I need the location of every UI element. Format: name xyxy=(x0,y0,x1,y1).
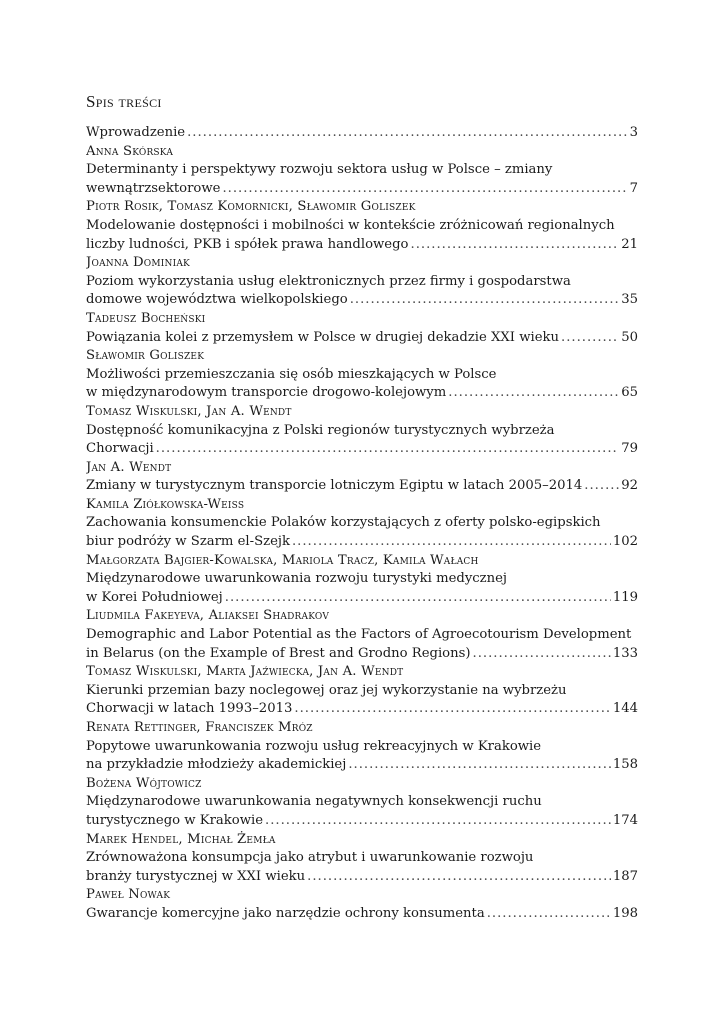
dot-leader xyxy=(584,477,619,496)
toc-entry-title-line: Dostępność komunikacyjna z Polski regionów turystycznych wybrzeża xyxy=(86,422,555,438)
toc-entry-authors: Jan A. Wendt xyxy=(86,459,172,475)
toc-entry[interactable] xyxy=(86,143,638,199)
toc-entry[interactable] xyxy=(86,886,638,923)
toc-entry-authors: Joanna Dominiak xyxy=(86,255,190,271)
dot-leader xyxy=(473,645,611,664)
toc-entry-page-number: 65 xyxy=(621,385,638,401)
dot-leader xyxy=(225,589,611,608)
toc-entry-page-number: 79 xyxy=(621,441,638,457)
toc-entry[interactable] xyxy=(86,552,638,608)
toc-entry-page-number: 158 xyxy=(612,757,638,773)
toc-entry-title-last-line xyxy=(86,645,638,664)
toc-entry-page-number: 50 xyxy=(621,329,638,345)
toc-heading: Spis treści xyxy=(86,92,162,111)
toc-entry-title-last-line xyxy=(86,440,638,459)
toc-entry[interactable] xyxy=(86,663,638,719)
toc-entry-page-number: 102 xyxy=(612,534,638,550)
toc-entry-authors: Renata Rettinger, Franciszek Mróz xyxy=(86,720,313,735)
toc-entry[interactable] xyxy=(86,254,638,310)
toc-entry-title-text: w międzynarodowym transporcie drogowo-kolejowym xyxy=(86,385,447,401)
toc-entry-page-number: 21 xyxy=(621,236,638,252)
dot-leader xyxy=(348,756,611,775)
toc-entry-title-last-line xyxy=(86,812,638,831)
toc-entry-authors: Anna Skórska xyxy=(86,143,174,159)
toc-entry-authors: Kamila Ziółkowska-Weiss xyxy=(86,496,245,512)
dot-leader xyxy=(307,868,611,887)
toc-entry-title-text: in Belarus (on the Example of Brest and Grodno Regions) xyxy=(86,645,471,661)
toc-entry-title-line: Międzynarodowe uwarunkowania negatywnych konsekwencji ruchu xyxy=(86,794,542,810)
toc-entry-title-line: Determinanty i perspektywy rozwoju sektora usług w Polsce – zmiany xyxy=(86,162,553,178)
toc-entry-title-text: turystycznego w Krakowie xyxy=(86,812,264,828)
toc-entry-title-line: Możliwości przemieszczania się osób mieszkających w Polsce xyxy=(86,366,497,382)
toc-entry-title-line: Zrównoważona konsumpcja jako atrybut i uwarunkowanie rozwoju xyxy=(86,850,534,866)
toc-entry-page-number: 174 xyxy=(612,812,638,828)
toc-entry[interactable] xyxy=(86,459,638,496)
table-of-contents xyxy=(86,124,638,924)
toc-entry-authors: Tomasz Wiskulski, Marta Jaźwiecka, Jan A. Wendt xyxy=(86,664,404,680)
toc-entry-title-line: Zachowania konsumenckie Polaków korzystających z oferty polsko-egipskich xyxy=(86,515,601,531)
toc-entry[interactable] xyxy=(86,124,638,143)
toc-entry-page-number: 144 xyxy=(612,701,638,717)
toc-entry-page-number: 35 xyxy=(621,292,638,308)
toc-entry-title-text: biur podróży w Szarm el-Szejk xyxy=(86,534,290,550)
toc-entry-title-last-line xyxy=(86,477,638,496)
dot-leader xyxy=(292,533,611,552)
toc-entry-title-last-line xyxy=(86,700,638,719)
toc-entry-authors: Piotr Rosik, Tomasz Komornicki, Sławomir Goliszek xyxy=(86,199,416,215)
toc-entry-authors: Tadeusz Bocheński xyxy=(86,310,206,326)
toc-entry-title-last-line xyxy=(86,291,638,310)
dot-leader xyxy=(448,384,619,403)
toc-entry-authors: Bożena Wójtowicz xyxy=(86,775,202,791)
toc-entry-title-last-line xyxy=(86,180,638,199)
toc-entry[interactable] xyxy=(86,719,638,775)
toc-entry-authors: Sławomir Goliszek xyxy=(86,348,205,364)
toc-entry[interactable] xyxy=(86,496,638,552)
toc-entry-title-text: Gwarancje komercyjne jako narzędzie ochrony konsumenta xyxy=(86,905,485,921)
dot-leader xyxy=(156,440,620,459)
toc-entry-authors: Paweł Nowak xyxy=(86,887,171,903)
toc-entry-authors: Marek Hendel, Michał Żemła xyxy=(86,831,276,847)
toc-entry-title-text: Wprowadzenie xyxy=(86,125,186,140)
toc-entry[interactable] xyxy=(86,831,638,887)
toc-entry-title-line: Demographic and Labor Potential as the Factors of Agroecotourism Development xyxy=(86,627,632,643)
toc-entry-title-text: liczby ludności, PKB i spółek prawa handlowego xyxy=(86,236,409,252)
toc-entry[interactable] xyxy=(86,403,638,459)
toc-entry-title-text: Chorwacji xyxy=(86,441,154,457)
toc-entry-title-text: domowe województwa wielkopolskiego xyxy=(86,292,348,308)
toc-entry-title-last-line xyxy=(86,905,638,924)
toc-entry-title-line: Kierunki przemian bazy noclegowej oraz jej wykorzystanie na wybrzeżu xyxy=(86,682,567,698)
toc-entry-page-number: 7 xyxy=(629,180,638,196)
dot-leader xyxy=(561,329,619,348)
toc-entry-title-last-line xyxy=(86,124,638,143)
dot-leader xyxy=(222,180,627,199)
toc-entry-title-last-line xyxy=(86,868,638,887)
toc-entry[interactable] xyxy=(86,607,638,663)
toc-entry-title-text: wewnątrzsektorowe xyxy=(86,180,221,196)
toc-entry-title-text: w Korei Południowej xyxy=(86,589,223,605)
toc-entry-page-number: 3 xyxy=(629,125,638,140)
toc-entry[interactable] xyxy=(86,775,638,831)
toc-entry-title-last-line xyxy=(86,533,638,552)
toc-entry-title-line: Międzynarodowe uwarunkowania rozwoju turystyki medycznej xyxy=(86,571,507,587)
toc-entry-title-line: Modelowanie dostępności i mobilności w kontekście zróżnicowań regionalnych xyxy=(86,217,615,233)
toc-entry-authors: Tomasz Wiskulski, Jan A. Wendt xyxy=(86,403,292,419)
toc-entry[interactable] xyxy=(86,198,638,254)
toc-entry-title-last-line xyxy=(86,384,638,403)
dot-leader xyxy=(294,700,610,719)
toc-entry-title-text: branży turystycznej w XXI wieku xyxy=(86,868,306,884)
toc-entry-authors: Małgorzata Bajgier-Kowalska, Mariola Tracz, Kamila Wałach xyxy=(86,552,479,568)
dot-leader xyxy=(350,291,620,310)
toc-entry-title-last-line xyxy=(86,756,638,775)
toc-entry-page-number: 133 xyxy=(612,645,638,661)
dot-leader xyxy=(411,236,620,255)
toc-entry-page-number: 119 xyxy=(612,589,638,605)
toc-entry-title-last-line xyxy=(86,329,638,348)
toc-entry-page-number: 92 xyxy=(621,478,638,494)
toc-entry[interactable] xyxy=(86,310,638,347)
toc-entry-title-line: Popytowe uwarunkowania rozwoju usług rekreacyjnych w Krakowie xyxy=(86,738,542,754)
toc-entry-title-text: Chorwacji w latach 1993–2013 xyxy=(86,701,293,717)
toc-entry-title-last-line xyxy=(86,589,638,608)
toc-entry-page-number: 187 xyxy=(612,868,638,884)
toc-entry[interactable] xyxy=(86,347,638,403)
dot-leader xyxy=(487,905,611,924)
toc-entry-title-text: Zmiany w turystycznym transporcie lotniczym Egiptu w latach 2005–2014 xyxy=(86,478,583,494)
toc-entry-authors: Liudmila Fakeyeva, Aliaksei Shadrakov xyxy=(86,608,330,624)
toc-entry-title-line: Poziom wykorzystania usług elektronicznych przez firmy i gospodarstwa xyxy=(86,273,571,289)
toc-entry-title-text: Powiązania kolei z przemysłem w Polsce w drugiej dekadzie XXI wieku xyxy=(86,329,559,345)
dot-leader xyxy=(187,124,628,143)
toc-entry-title-text: na przykładzie młodzieży akademickiej xyxy=(86,757,347,773)
toc-entry-page-number: 198 xyxy=(612,905,638,921)
dot-leader xyxy=(265,812,611,831)
toc-entry-title-last-line xyxy=(86,236,638,255)
